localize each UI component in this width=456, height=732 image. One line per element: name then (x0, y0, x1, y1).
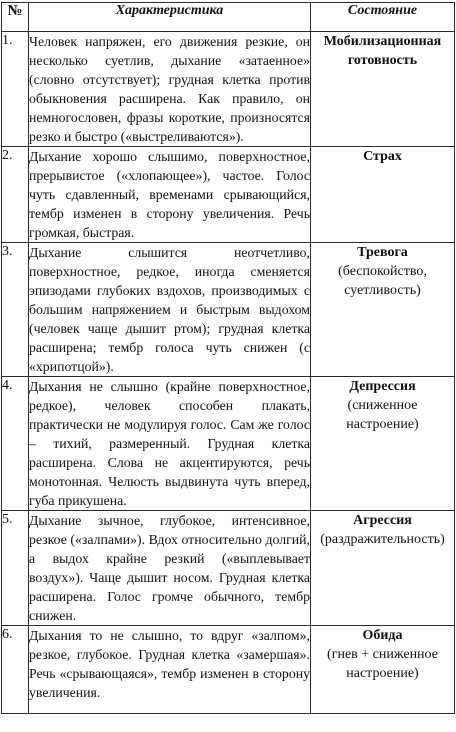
row-number: 4. (2, 377, 29, 511)
row-state-note: (сниженное настроение) (346, 398, 419, 432)
header-characteristic: Характеристика (29, 3, 311, 32)
table-row (2, 511, 455, 626)
row-state-name: Обида (362, 628, 403, 643)
row-state-cell (311, 243, 455, 377)
row-state-note: (гнев + сниженное настроение) (327, 647, 438, 681)
row-state-cell (311, 147, 455, 243)
table-row (2, 32, 455, 147)
row-number: 2. (2, 147, 29, 243)
row-state-cell (311, 511, 455, 626)
row-description: Человек напряжен, его движения резкие, он несколько суетлив, дыхание «затаенное» (словно отсутствует); грудная клетка против обыкновения расширена. Как правило, он немногословен, фразы короткие, произносятся резко и быстро («выстреливаются»). (29, 32, 311, 147)
row-state-note: (беспокойство, суетливость) (338, 264, 427, 298)
row-state-cell (311, 377, 455, 511)
header-state: Состояние (311, 3, 455, 32)
row-state-name: Депрессия (349, 379, 416, 394)
row-number: 6. (2, 626, 29, 714)
row-state-name: Страх (363, 149, 402, 164)
table-row (2, 147, 455, 243)
row-number: 3. (2, 243, 29, 377)
row-state-cell (311, 626, 455, 714)
row-number: 1. (2, 32, 29, 147)
table-row (2, 626, 455, 714)
row-state-name: Мобилизационная готовность (323, 34, 442, 68)
row-description: Дыхания не слышно (крайне поверхностное, редкое), человек способен плакать, практически не модулируя голос. Сам же голос – тихий, размеренный. Грудная клетка расширена. Слова не акцентируются, речь монотонная. Челюсть выдвинута чуть вперед, губа прикушена. (29, 377, 311, 511)
emotional-states-table (1, 2, 455, 714)
row-description: Дыхание зычное, глубокое, интенсивное, резкое («залпами»). Вдох относительно долгий, а выдох крайне резкий («выплевывает воздух»). Чаще дышит носом. Грудная клетка расширена. Голос громче обычного, тембр снижен. (29, 511, 311, 626)
row-description: Дыхание хорошо слышимо, поверхностное, прерывистое («хлопающее»), частое. Голос чуть сдавленный, временами срывающийся, тембр изменен в сторону увеличения. Речь громкая, быстрая. (29, 147, 311, 243)
header-number: № (2, 3, 29, 32)
row-description: Дыхания то не слышно, то вдруг «залпом», резкое, глубокое. Грудная клетка «замершая». Речь «срывающаяся», тембр изменен в сторону увеличения. (29, 626, 311, 714)
table-header-row (2, 3, 455, 32)
row-number: 5. (2, 511, 29, 626)
row-state-name: Тревога (357, 245, 408, 260)
row-state-name: Агрессия (353, 513, 412, 528)
table-row (2, 243, 455, 377)
row-description: Дыхание слышится неотчетливо, поверхностное, редкое, иногда сменяется эпизодами глубоких вздохов, производимых с большим напряжением и быстрым выдохом (человек чаще дышит ртом); грудная клетка расширена; тембр голоса чуть снижен (с «хрипотцой»). (29, 243, 311, 377)
row-state-note: (раздражительность) (320, 532, 445, 547)
table-row (2, 377, 455, 511)
row-state-cell (311, 32, 455, 147)
